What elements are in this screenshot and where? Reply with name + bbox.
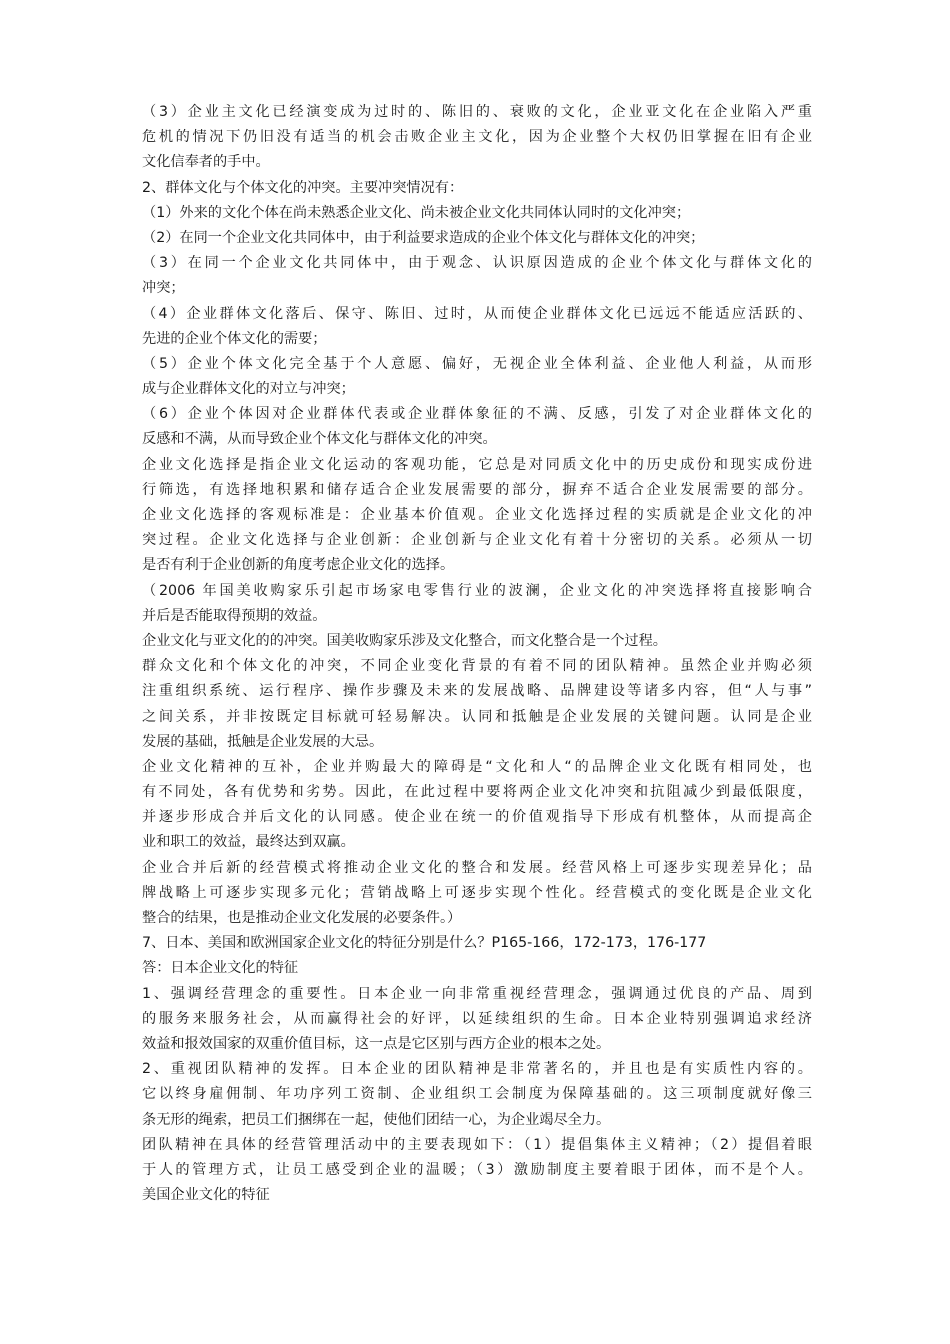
text-line: 先进的企业个体文化的需要； <box>142 330 327 347</box>
text-line: 群众文化和个体文化的冲突，不同企业变化背景的有着不同的团队精神。虽然企业并购必须 <box>142 658 812 675</box>
text-line: 条无形的绳索，把员工们捆绑在一起，使他们团结一心，为企业竭尽全力。 <box>142 1111 611 1128</box>
text-line: 是否有利于企业创新的角度考虑企业文化的选择。 <box>142 557 455 574</box>
text-line: 成与企业群体文化的对立与冲突； <box>142 381 355 398</box>
text-line: 行筛选，有选择地积累和储存适合企业发展需要的部分，摒弃不适合企业发展需要的部分。 <box>142 481 812 498</box>
text-line: 的服务来服务社会，从而赢得社会的好评，以延续组织的生命。日本企业特别强调追求经济 <box>142 1010 812 1027</box>
text-line: 效益和报效国家的双重价值目标，这一点是它区别与西方企业的根本之处。 <box>142 1035 611 1052</box>
answer-heading: 答：日本企业文化的特征 <box>142 960 299 977</box>
text-line: 反感和不满，从而导致企业个体文化与群体文化的冲突。 <box>142 431 497 448</box>
document-page <box>142 100 812 1208</box>
text-line: 企业文化选择的客观标准是：企业基本价值观。企业文化选择过程的实质就是企业文化的冲 <box>142 507 812 523</box>
text-line: 文化信奉者的手中。 <box>142 154 270 171</box>
text-line: （1）外来的文化个体在尚未熟悉企业文化、尚未被企业文化共同体认同时的文化冲突； <box>142 204 691 221</box>
text-line: 2、群体文化与个体文化的冲突。主要冲突情况有： <box>142 179 464 196</box>
text-line: （3）企业主文化已经演变成为过时的、陈旧的、衰败的文化，企业亚文化在企业陷入严重 <box>142 104 812 120</box>
text-line: 突过程。企业文化选择与企业创新：企业创新与企业文化有着十分密切的关系。必须从一切 <box>142 532 812 549</box>
text-line: 牌战略上可逐步实现多元化；营销战略上可逐步实现个性化。经营模式的变化既是企业文化 <box>142 884 812 901</box>
text-line: 企业文化与亚文化的的冲突。国美收购家乐涉及文化整合，而文化整合是一个过程。 <box>142 632 667 649</box>
text-line: 1、强调经营理念的重要性。日本企业一向非常重视经营理念，强调通过优良的产品、周到 <box>142 985 812 1002</box>
text-line: 企业文化选择是指企业文化运动的客观功能，它总是对同质文化中的历史成份和现实成份进 <box>142 456 812 473</box>
text-line: 并后是否能取得预期的效益。 <box>142 607 327 624</box>
text-line: 业和职工的效益，最终达到双赢。 <box>142 834 355 851</box>
text-line: （6）企业个体因对企业群体代表或企业群体象征的不满、反感，引发了对企业群体文化的 <box>142 406 812 423</box>
text-line: 冲突； <box>142 280 185 297</box>
question-heading: 7、日本、美国和欧洲国家企业文化的特征分别是什么？P165-166，172-173，176-177 <box>142 935 707 952</box>
text-line: 整合的结果，也是推动企业文化发展的必要条件。） <box>142 910 462 926</box>
text-line: 危机的情况下仍旧没有适当的机会击败企业主文化，因为企业整个大权仍旧掌握在旧有企业 <box>142 129 812 146</box>
text-line: 企业文化精神的互补，企业并购最大的障碍是“文化和人“的品牌企业文化既有相同处，也 <box>142 758 812 775</box>
text-line: 注重组织系统、运行程序、操作步骤及未来的发展战略、品牌建设等诸多内容，但“人与事” <box>142 683 812 700</box>
text-line: （5）企业个体文化完全基于个人意愿、偏好，无视企业全体利益、企业他人利益，从而形 <box>142 355 812 372</box>
text-line: 之间关系，并非按既定目标就可轻易解决。认同和抵触是企业发展的关键问题。认同是企业 <box>142 708 812 725</box>
text-line: 发展的基础，抵触是企业发展的大忌。 <box>142 733 384 750</box>
text-line: 于人的管理方式，让员工感受到企业的温暖；（3）激励制度主要着眼于团体，而不是个人。 <box>142 1161 812 1178</box>
text-line: （3）在同一个企业文化共同体中，由于观念、认识原因造成的企业个体文化与群体文化的 <box>142 255 812 272</box>
text-line: （4）企业群体文化落后、保守、陈旧、过时，从而使企业群体文化已远远不能适应活跃的、 <box>142 305 812 322</box>
text-line: 有不同处，各有优势和劣势。因此，在此过程中要将两企业文化冲突和抗阻减少到最低限度， <box>142 784 812 801</box>
text-line: （2）在同一个企业文化共同体中，由于利益要求造成的企业个体文化与群体文化的冲突； <box>142 229 705 246</box>
text-line: 2、重视团队精神的发挥。日本企业的团队精神是非常著名的，并且也是有实质性内容的。 <box>142 1061 812 1078</box>
section-heading: 美国企业文化的特征 <box>142 1187 270 1204</box>
text-line: 它以终身雇佣制、年功序列工资制、企业组织工会制度为保障基础的。这三项制度就好像三 <box>142 1086 812 1103</box>
text-line: 企业合并后新的经营模式将推动企业文化的整合和发展。经营风格上可逐步实现差异化；品 <box>142 859 812 876</box>
text-line: 团队精神在具体的经营管理活动中的主要表现如下：（1）提倡集体主义精神；（2）提倡着眼 <box>142 1136 812 1153</box>
text-line: （2006 年国美收购家乐引起市场家电零售行业的波澜，企业文化的冲突选择将直接影响合 <box>142 582 812 599</box>
text-line: 并逐步形成合并后文化的认同感。使企业在统一的价值观指导下形成有机整体，从而提高企 <box>142 809 812 826</box>
